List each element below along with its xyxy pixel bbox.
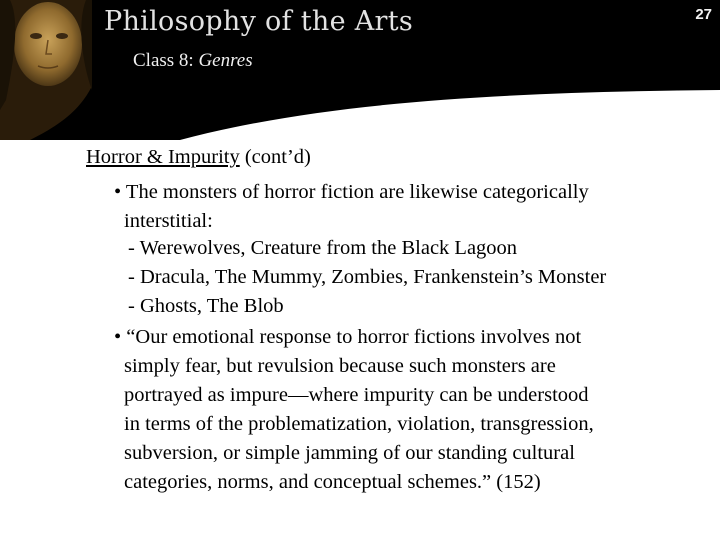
bullet-1-line-2: interstitial: — [124, 210, 213, 232]
bullet-2-line-4: in terms of the problematization, violation, transgression, — [124, 413, 594, 435]
bullet-2-line-1: • “Our emotional response to horror fictions involves not — [114, 326, 582, 348]
bullet-2-line-6: categories, norms, and conceptual schemes.” (152) — [124, 471, 541, 493]
course-title: Philosophy of the Arts — [104, 6, 414, 37]
class-topic: Genres — [198, 50, 253, 71]
bullet-1-line-1: • The monsters of horror fiction are likewise categorically — [114, 181, 589, 203]
section-title: Horror & Impurity — [86, 146, 240, 168]
dash-item-3: - Ghosts, The Blob — [128, 295, 284, 317]
bullet-2-line-5: subversion, or simple jamming of our standing cultural — [124, 442, 575, 464]
bullet-2-line-3: portrayed as impure—where impurity can be understood — [124, 384, 589, 406]
section-heading — [86, 146, 311, 169]
slide-number: 27 — [695, 6, 712, 23]
class-label: Class 8: — [133, 50, 194, 71]
section-title-suffix: (cont’d) — [244, 146, 311, 168]
dash-item-1: - Werewolves, Creature from the Black Lagoon — [128, 237, 518, 259]
bullet-2-line-2: simply fear, but revulsion because such monsters are — [124, 355, 556, 377]
dash-item-2: - Dracula, The Mummy, Zombies, Frankenstein’s Monster — [128, 266, 607, 288]
